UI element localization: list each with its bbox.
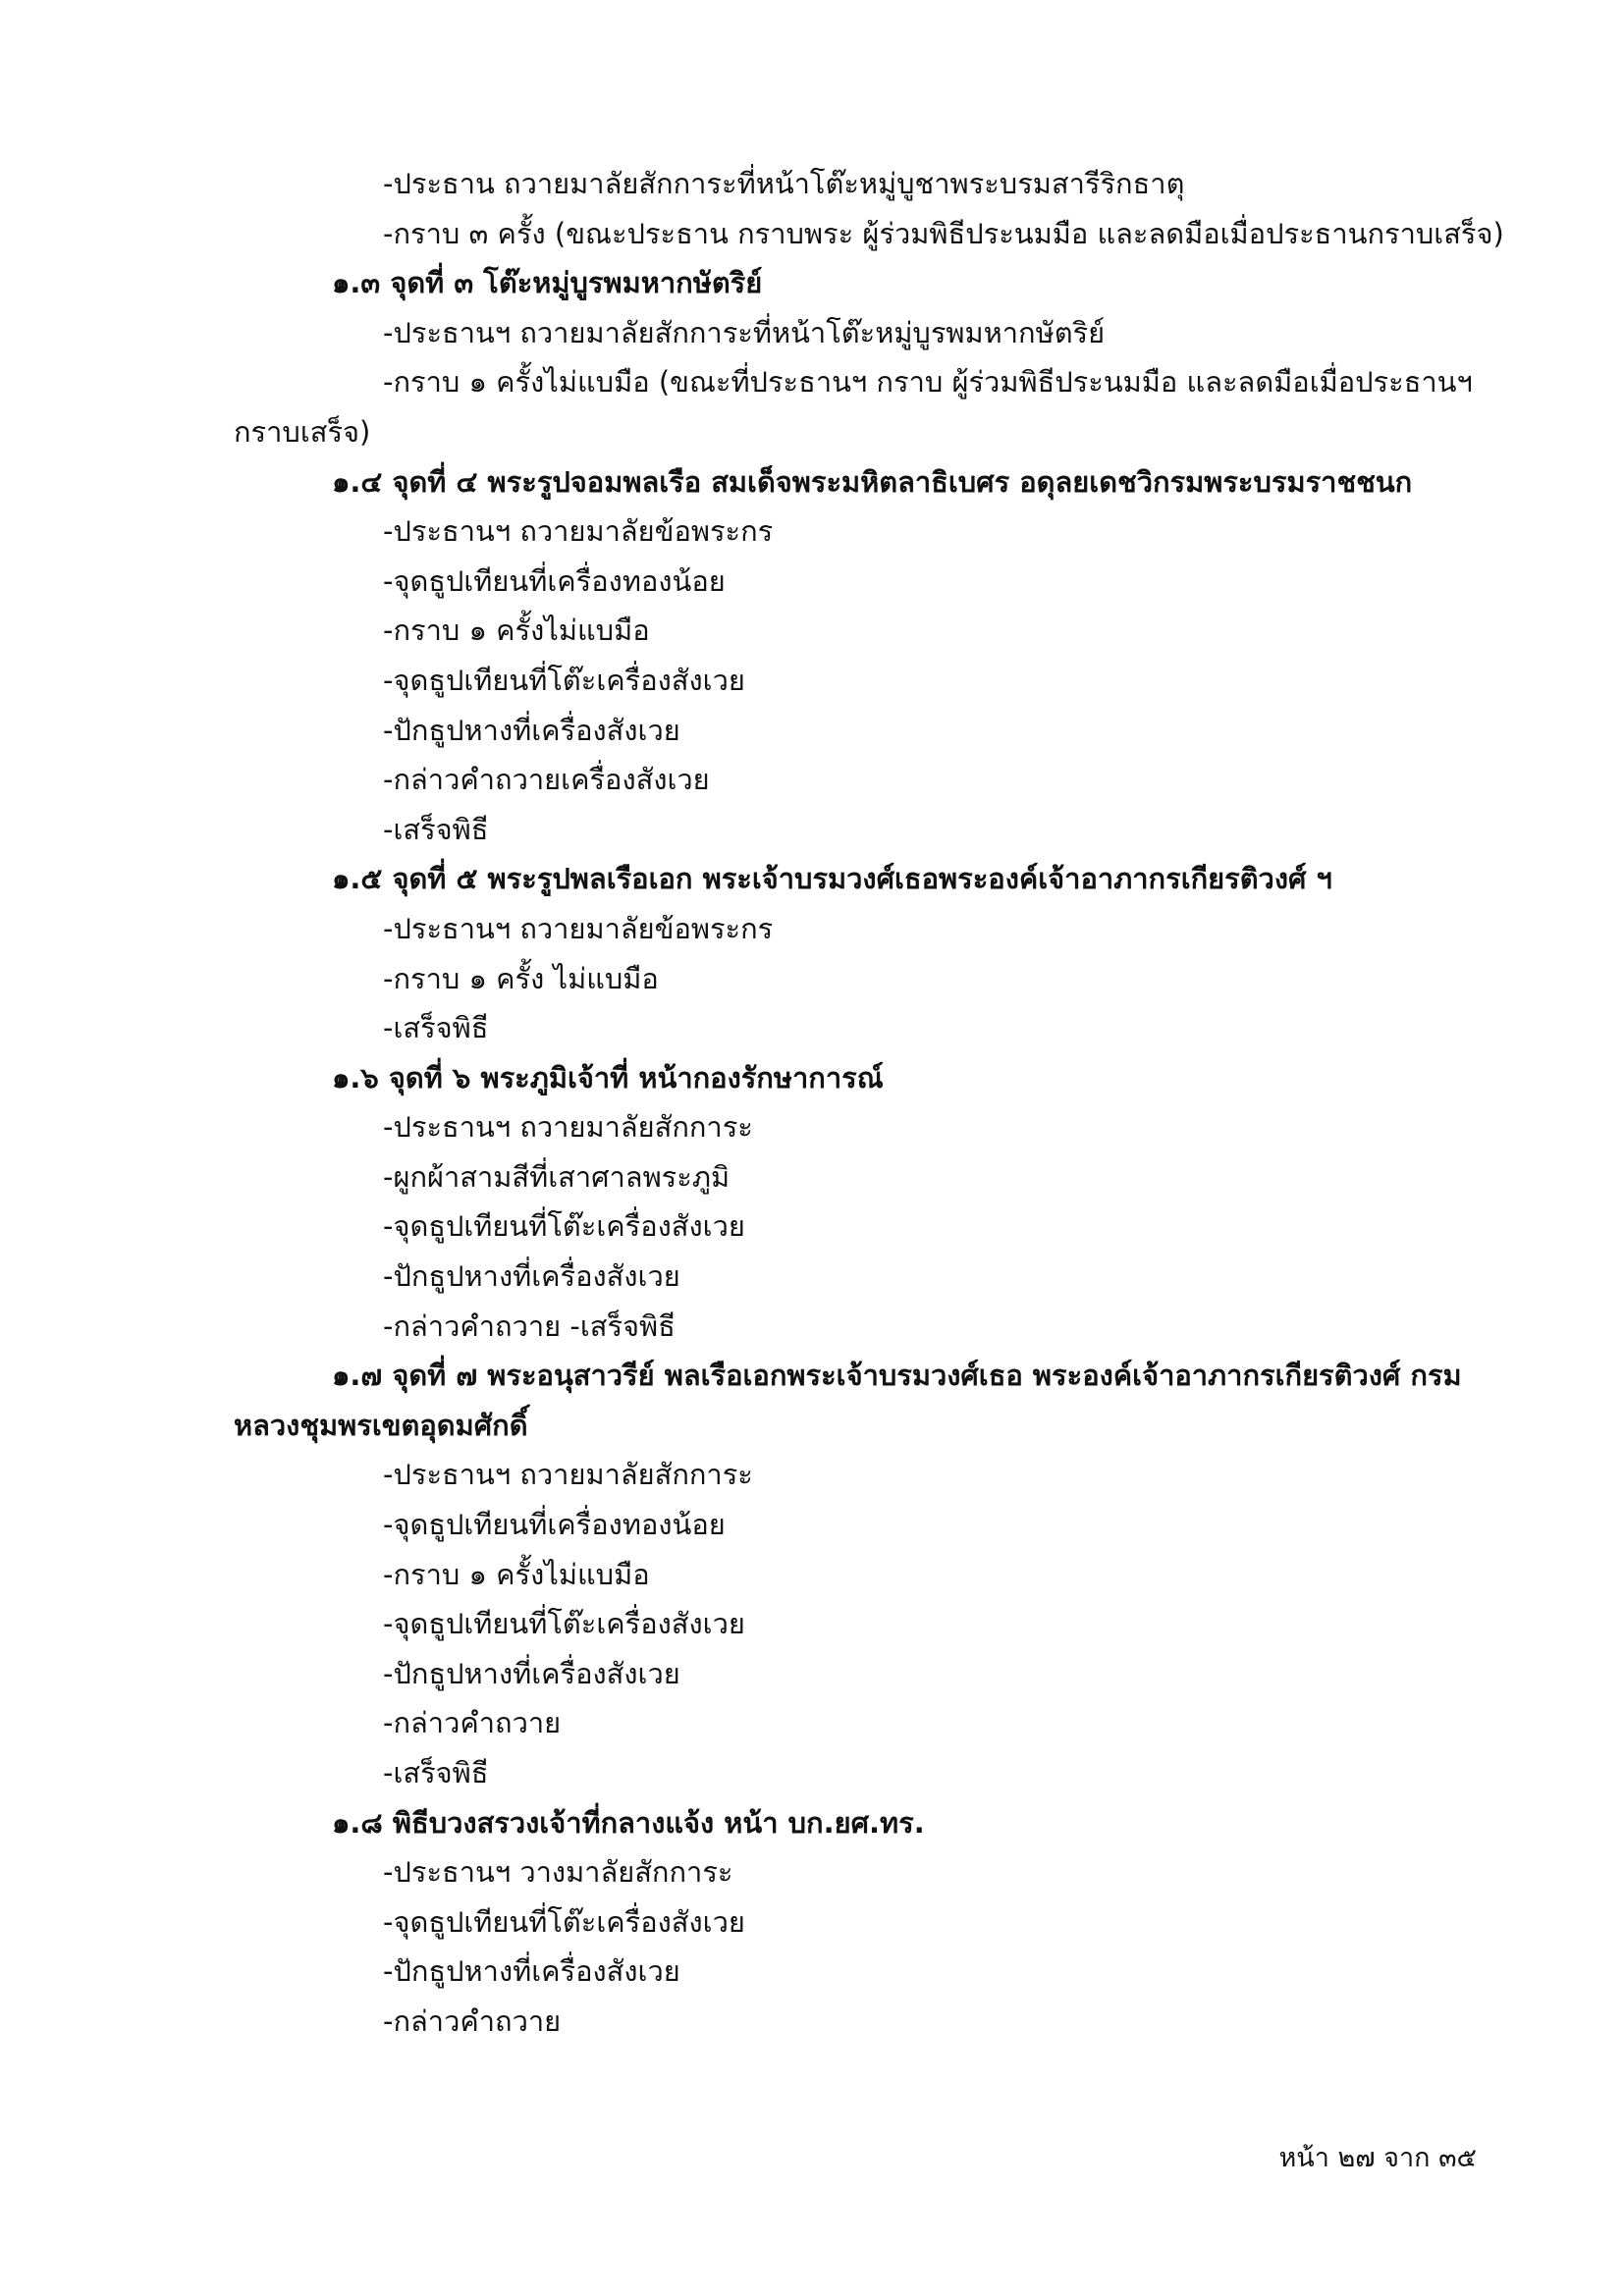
heading-continuation: หลวงชุมพรเขตอุดมศักดิ์ xyxy=(234,1408,528,1442)
list-item: -กราบ ๑ ครั้งไม่แบมือ xyxy=(383,1557,650,1591)
list-item: -ประธานฯ ถวายมาลัยสักการะ xyxy=(383,1458,753,1492)
list-item: -ประธานฯ ถวายมาลัยสักการะที่หน้าโต๊ะหมู่บูรพมหากษัตริย์ xyxy=(383,315,1106,349)
list-item: -ประธานฯ วางมาลัยสักการะ xyxy=(383,1855,733,1890)
list-item: -ปักธูปหางที่เครื่องสังเวย xyxy=(383,713,680,747)
list-item: -เสร็จพิธี xyxy=(383,1011,489,1045)
list-item: -ปักธูปหางที่เครื่องสังเวย xyxy=(383,1954,680,1989)
list-item: -ประธาน ถวายมาลัยสักการะที่หน้าโต๊ะหมู่บูชาพระบรมสารีริกธาตุ xyxy=(383,167,1185,200)
list-item: -ประธานฯ ถวายมาลัยข้อพระกร xyxy=(383,911,774,945)
section-heading: ๑.๓ จุดที่ ๓ โต๊ะหมู่บูรพมหากษัตริย์ xyxy=(332,266,763,300)
continuation-line: กราบเสร็จ) xyxy=(234,414,371,449)
list-item: -กราบ ๑ ครั้งไม่แบมือ xyxy=(383,614,650,648)
list-item: -จุดธูปเทียนที่โต๊ะเครื่องสังเวย xyxy=(383,663,745,697)
list-item: -จุดธูปเทียนที่โต๊ะเครื่องสังเวย xyxy=(383,1904,745,1939)
section-heading: ๑.๘ พิธีบวงสรวงเจ้าที่กลางแจ้ง หน้า บก.ยศ.ทร. xyxy=(332,1805,925,1840)
list-item: -เสร็จพิธี xyxy=(383,812,489,846)
list-item: -จุดธูปเทียนที่เครื่องทองน้อย xyxy=(383,563,726,598)
section-heading: ๑.๔ จุดที่ ๔ พระรูปจอมพลเรือ สมเด็จพระมหิตลาธิเบศร อดุลยเดชวิกรมพระบรมราชชนก xyxy=(332,464,1413,499)
list-item: -กราบ ๑ ครั้ง ไม่แบมือ xyxy=(383,961,659,995)
section-heading: ๑.๗ จุดที่ ๗ พระอนุสาวรีย์ พลเรือเอกพระเจ้าบรมวงศ์เธอ พระองค์เจ้าอาภากรเกียรติวงศ์ กรม xyxy=(332,1359,1462,1393)
list-item: -ประธานฯ ถวายมาลัยข้อพระกร xyxy=(383,514,774,549)
list-item: -กล่าวคำถวายเครื่องสังเวย xyxy=(383,763,710,797)
list-item: -ผูกผ้าสามสีที่เสาศาลพระภูมิ xyxy=(383,1159,731,1194)
list-item: -ปักธูปหางที่เครื่องสังเวย xyxy=(383,1656,680,1690)
list-item: -เสร็จพิธี xyxy=(383,1756,489,1789)
document-body xyxy=(234,159,1504,2047)
list-item: -ปักธูปหางที่เครื่องสังเวย xyxy=(383,1259,680,1294)
list-item: -กราบ ๑ ครั้งไม่แบมือ (ขณะที่ประธานฯ กราบ ผู้ร่วมพิธีประนมมือ และลดมือเมื่อประธานฯ xyxy=(383,365,1473,400)
list-item: -กราบ ๓ ครั้ง (ขณะประธาน กราบพระ ผู้ร่วมพิธีประนมมือ และลดมือเมื่อประธานกราบเสร็จ) xyxy=(383,216,1504,250)
page-number: หน้า ๒๗ จาก ๓๕ xyxy=(1278,2143,1477,2173)
list-item: -ประธานฯ ถวายมาลัยสักการะ xyxy=(383,1110,753,1145)
list-item: -กล่าวคำถวาย -เสร็จพิธี xyxy=(383,1308,676,1343)
list-item: -กล่าวคำถวาย xyxy=(383,1706,562,1740)
list-item: -กล่าวคำถวาย xyxy=(383,2003,562,2038)
list-item: -จุดธูปเทียนที่โต๊ะเครื่องสังเวย xyxy=(383,1607,745,1641)
list-item: -จุดธูปเทียนที่โต๊ะเครื่องสังเวย xyxy=(383,1209,745,1244)
section-heading: ๑.๕ จุดที่ ๕ พระรูปพลเรือเอก พระเจ้าบรมวงศ์เธอพระองค์เจ้าอาภากรเกียรติวงศ์ ฯ xyxy=(332,862,1332,896)
list-item: -จุดธูปเทียนที่เครื่องทองน้อย xyxy=(383,1508,726,1542)
section-heading: ๑.๖ จุดที่ ๖ พระภูมิเจ้าที่ หน้ากองรักษาการณ์ xyxy=(332,1060,884,1095)
